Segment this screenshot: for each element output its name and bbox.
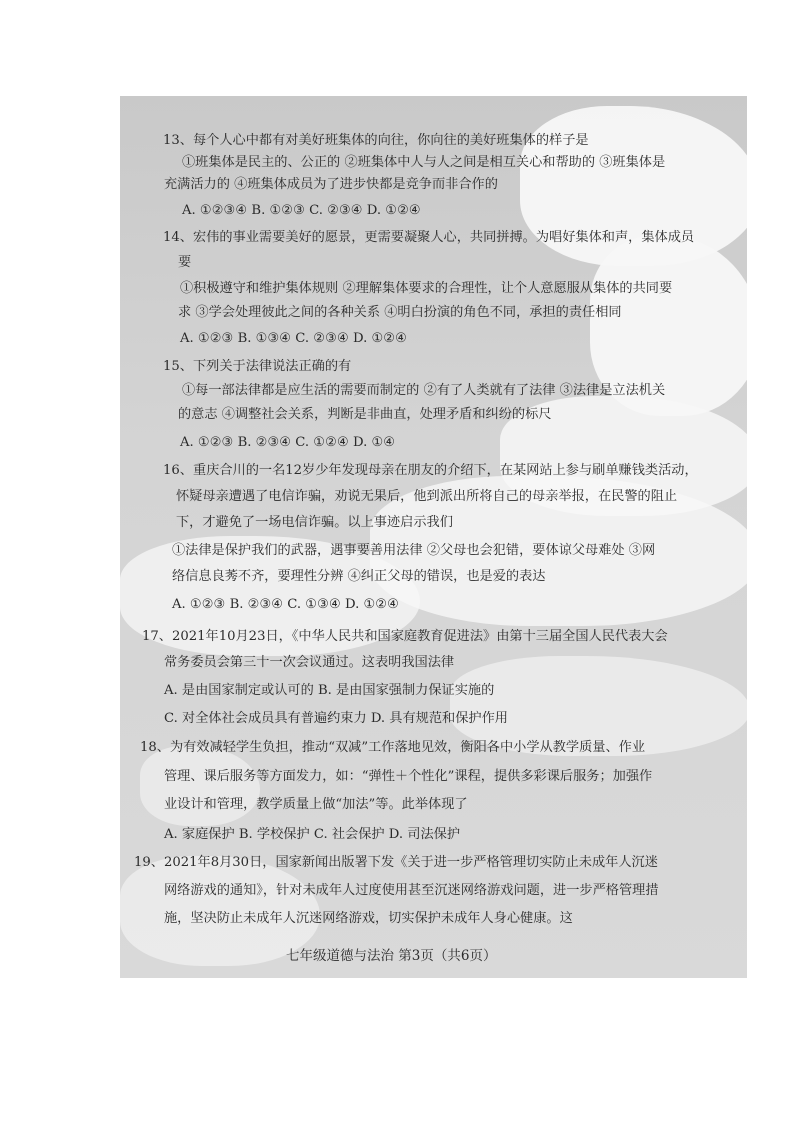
scanned-page-photo bbox=[120, 96, 747, 978]
question-13-stem: 13、每个人心中都有对美好班集体的向往，你向往的美好班集体的样子是 bbox=[163, 133, 589, 148]
question-13-statements: ①班集体是民主的、公正的 ②班集体中人与人之间是相互关心和帮助的 ③班集体是 bbox=[182, 155, 666, 170]
question-17-options-ab: A. 是由国家制定或认可的 B. 是由国家强制力保证实施的 bbox=[164, 683, 495, 698]
question-18-stem-cont2: 业设计和管理，教学质量上做“加法”等。此举体现了 bbox=[164, 797, 468, 812]
question-13-options: A. ①②③④ B. ①②③ C. ②③④ D. ①②④ bbox=[182, 203, 421, 218]
question-16-statements: ①法律是保护我们的武器，遇事要善用法律 ②父母也会犯错，要体谅父母难处 ③网 bbox=[172, 543, 656, 558]
question-16-statements-cont: 络信息良莠不齐，要理性分辨 ④纠正父母的错误，也是爱的表达 bbox=[172, 569, 546, 584]
question-18-stem: 18、为有效减轻学生负担，推动“双减”工作落地见效，衡阳各中小学从教学质量、作业 bbox=[140, 740, 646, 755]
question-17-stem-cont: 常务委员会第三十一次会议通过。这表明我国法律 bbox=[164, 655, 455, 670]
question-13-statements-cont: 充满活力的 ④班集体成员为了进步快都是竞争而非合作的 bbox=[164, 177, 498, 192]
question-14-stem: 14、宏伟的事业需要美好的愿景，更需要凝聚人心，共同拼搏。为唱好集体和声，集体成员 bbox=[163, 230, 695, 245]
question-15-statements: ①每一部法律都是应生活的需要而制定的 ②有了人类就有了法律 ③法律是立法机关 bbox=[182, 383, 666, 398]
question-14-stem-cont: 要 bbox=[178, 255, 192, 270]
question-15-stem: 15、下列关于法律说法正确的有 bbox=[163, 359, 352, 374]
question-16-options: A. ①②③ B. ②③④ C. ①③④ D. ①②④ bbox=[172, 597, 399, 612]
question-17-options-cd: C. 对全体社会成员具有普遍约束力 D. 具有规范和保护作用 bbox=[164, 711, 508, 726]
question-17-stem: 17、2021年10月23日，《中华人民共和国家庭教育促进法》由第十三届全国人民代表大会 bbox=[142, 629, 668, 644]
question-19-stem: 19、2021年8月30日，国家新闻出版署下发《关于进一步严格管理切实防止未成年人沉迷 bbox=[134, 855, 658, 870]
question-18-options: A. 家庭保护 B. 学校保护 C. 社会保护 D. 司法保护 bbox=[164, 827, 461, 842]
question-16-stem-cont1: 怀疑母亲遭遇了电信诈骗，劝说无果后，他到派出所将自己的母亲举报，在民警的阻止 bbox=[176, 489, 678, 504]
page-footer: 七年级道德与法治 第3页（共6页） bbox=[286, 948, 497, 964]
question-15-statements-cont: 的意志 ④调整社会关系，判断是非曲直，处理矛盾和纠纷的标尺 bbox=[178, 407, 552, 422]
question-19-stem-cont1: 网络游戏的通知》，针对未成年人过度使用甚至沉迷网络游戏问题，进一步严格管理措 bbox=[164, 883, 659, 898]
question-16-stem-cont2: 下，才避免了一场电信诈骗。以上事迹启示我们 bbox=[176, 515, 453, 530]
question-14-options: A. ①②③ B. ①③④ C. ②③④ D. ①②④ bbox=[180, 331, 407, 346]
question-16-stem: 16、重庆合川的一名12岁少年发现母亲在朋友的介绍下，在某网站上参与刷单赚钱类活动， bbox=[163, 463, 698, 478]
question-15-options: A. ①②③ B. ②③④ C. ①②④ D. ①④ bbox=[180, 435, 396, 450]
question-19-stem-cont2: 施，坚决防止未成年人沉迷网络游戏，切实保护未成年人身心健康。这 bbox=[164, 911, 573, 926]
question-18-stem-cont1: 管理、课后服务等方面发力，如：“弹性＋个性化”课程，提供多彩课后服务；加强作 bbox=[164, 769, 653, 784]
question-14-statements-cont: 求 ③学会处理彼此之间的各种关系 ④明白扮演的角色不同，承担的责任相同 bbox=[178, 305, 622, 320]
question-14-statements: ①积极遵守和维护集体规则 ②理解集体要求的合理性，让个人意愿服从集体的共同要 bbox=[180, 281, 673, 296]
